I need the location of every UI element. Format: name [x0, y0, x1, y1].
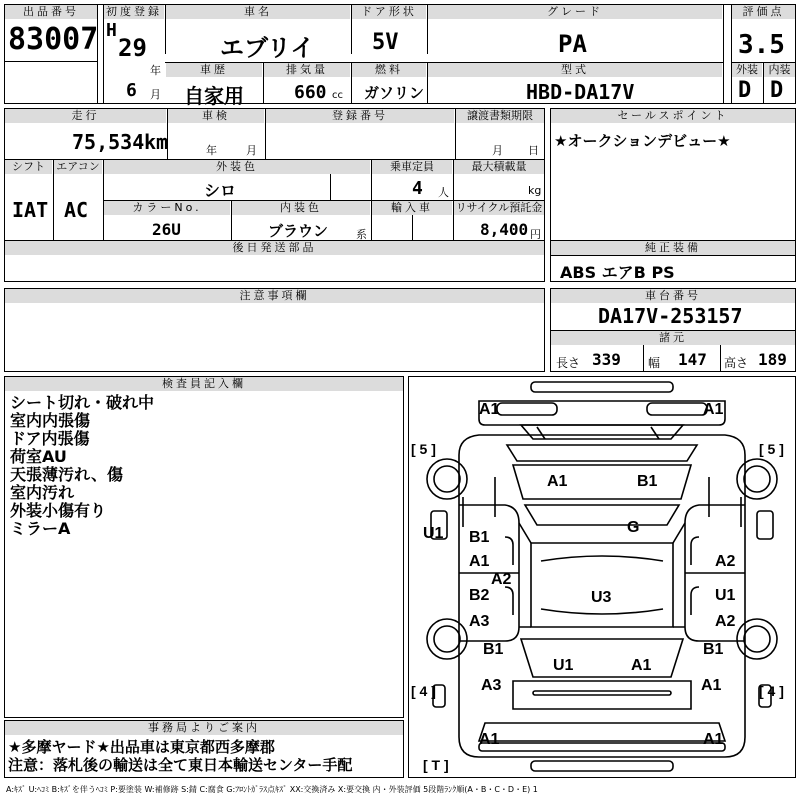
- transfer-month-unit: 月: [492, 144, 503, 157]
- height-label: 高さ: [724, 356, 749, 370]
- int-color-label: 内装色: [232, 201, 370, 215]
- mileage: 75,534: [72, 130, 145, 154]
- year-unit: 年: [150, 64, 161, 77]
- office-line: ★多摩ヤード★出品車は東京都西多摩郡: [8, 738, 275, 756]
- inspector-line: ドア内張傷: [10, 429, 90, 448]
- color-no-label: カラーNo.: [104, 201, 230, 215]
- damage-mark: B1: [483, 641, 504, 658]
- transfer-label: 譲渡書類期限: [456, 109, 544, 123]
- history-label: 車歴: [166, 63, 262, 77]
- damage-mark: A1: [701, 677, 722, 694]
- score: 3.5: [738, 30, 785, 60]
- damage-mark: U1: [423, 525, 444, 542]
- office-notes: [8, 738, 352, 774]
- notes-label: 注意事項欄: [5, 289, 544, 303]
- office-line: 注意：落札後の輸送は全て東日本輸送センター手配: [8, 756, 353, 774]
- bracket-mark: [ 5 ]: [411, 441, 436, 457]
- length: 339: [592, 350, 621, 369]
- inspector-line: ミラーA: [10, 519, 71, 538]
- damage-mark: A1: [703, 731, 724, 748]
- int-color-unit: 系: [356, 228, 367, 241]
- int-score: D: [770, 78, 784, 103]
- capacity: 4: [412, 178, 423, 199]
- damage-mark: B1: [637, 473, 658, 490]
- damage-mark: B2: [469, 587, 490, 604]
- car-name-label: 車名: [166, 5, 350, 19]
- sales-point: ★オークションデビュー★: [554, 132, 731, 150]
- lot-no: 83007: [8, 22, 99, 57]
- damage-mark: A1: [631, 657, 652, 674]
- recycle-unit: 円: [530, 228, 541, 241]
- damage-mark: A3: [469, 613, 490, 630]
- bracket-mark: [ 4 ]: [759, 683, 784, 699]
- displacement-label: 排気量: [264, 63, 350, 77]
- inspector-line: 外装小傷有り: [10, 501, 107, 520]
- capacity-unit: 人: [438, 186, 449, 199]
- regno-label: 登録番号: [266, 109, 454, 123]
- damage-mark: A2: [715, 613, 736, 630]
- ext-color: シロ: [204, 181, 237, 200]
- genuine: ABS エアB PS: [560, 263, 675, 282]
- inspection-year-unit: 年: [206, 144, 217, 157]
- year: 29: [118, 34, 147, 62]
- sales-point-label: セールスポイント: [551, 109, 795, 123]
- capacity-label: 乗車定員: [372, 160, 452, 174]
- damage-mark: A2: [715, 553, 736, 570]
- mileage-unit: km: [144, 130, 169, 154]
- length-label: 長さ: [556, 356, 581, 370]
- car-name: エブリイ: [220, 34, 315, 62]
- genuine-label: 純正装備: [551, 241, 795, 255]
- era: H: [106, 20, 117, 41]
- width: 147: [678, 350, 707, 369]
- spec-label: 諸元: [551, 331, 795, 345]
- inspector-line: 室内内張傷: [10, 411, 91, 430]
- model: HBD-DA17V: [526, 80, 635, 104]
- inspector-line: 室内汚れ: [10, 483, 75, 502]
- legend: A:ｷｽﾞ U:ﾍｺﾐ B:ｷｽﾞを伴うﾍｺﾐ P:要塗装 W:補修跡 S:錆 C:腐食 G:ﾌﾛﾝﾄｶﾞﾗｽ点ｷｽﾞ XX:交換済み X:要交換 内・外装評価 5段階ﾗﾝｸ順(A・B・C・D・E) 1: [6, 785, 538, 794]
- max-load-unit: kg: [528, 184, 542, 197]
- displacement: 660: [294, 82, 327, 103]
- ext-label: 外装: [732, 63, 762, 77]
- import-label: 輸入車: [372, 201, 452, 215]
- int-color: ブラウン: [268, 222, 329, 240]
- bracket-mark: [ 4 ]: [411, 683, 436, 699]
- damage-mark: U1: [715, 587, 736, 604]
- grade-label: グレード: [428, 5, 722, 19]
- transfer-day-unit: 日: [528, 144, 539, 157]
- office-label: 事務局よりご案内: [5, 721, 403, 735]
- inspector-line: シート切れ・破れ中: [10, 393, 155, 412]
- displacement-unit: cc: [332, 90, 343, 101]
- month-unit: 月: [150, 88, 161, 101]
- damage-mark: G: [627, 519, 640, 536]
- score-label: 評価点: [732, 5, 795, 19]
- max-load-label: 最大積載量: [454, 160, 544, 174]
- inspector-label: 検査員記入欄: [5, 377, 403, 391]
- damage-mark: A1: [479, 731, 500, 748]
- grade: PA: [558, 30, 587, 58]
- damage-mark: B1: [703, 641, 724, 658]
- door: 5V: [372, 30, 399, 55]
- width-label: 幅: [648, 356, 661, 370]
- door-label: ドア形状: [352, 5, 426, 19]
- inspector-line: 天張薄汚れ、傷: [10, 465, 123, 484]
- mileage-label: 走行: [5, 109, 166, 123]
- damage-mark: A1: [703, 401, 724, 418]
- damage-mark: B1: [469, 529, 490, 546]
- history: 自家用: [184, 84, 244, 108]
- inspection-month-unit: 月: [246, 144, 257, 157]
- shift-label: シフト: [5, 160, 52, 174]
- month: 6: [126, 80, 137, 101]
- chassis-label: 車台番号: [551, 289, 795, 303]
- damage-mark: U3: [591, 589, 612, 606]
- first-reg-label: 初度登録: [106, 5, 162, 18]
- car-diagram-svg: [409, 377, 795, 777]
- recycle-label: リサイクル預託金: [455, 201, 543, 214]
- shift: IAT: [12, 198, 49, 222]
- ext-color-label: 外装色: [104, 160, 370, 174]
- inspection-label: 車検: [168, 109, 264, 123]
- damage-mark: U1: [553, 657, 574, 674]
- ac-label: エアコン: [54, 160, 102, 174]
- int-label: 内装: [764, 63, 795, 77]
- later-parts-label: 後日発送部品: [5, 241, 544, 255]
- damage-mark: A1: [479, 401, 500, 418]
- fuel: ガソリン: [364, 84, 425, 102]
- fuel-label: 燃料: [352, 63, 426, 77]
- bracket-mark: [ 5 ]: [759, 441, 784, 457]
- bracket-mark: [ T ]: [423, 757, 449, 773]
- damage-mark: A1: [469, 553, 490, 570]
- damage-mark: A1: [547, 473, 568, 490]
- color-no: 26U: [152, 220, 181, 239]
- lot-no-label: 出品番号: [5, 5, 97, 19]
- damage-mark: A3: [481, 677, 502, 694]
- height: 189: [758, 350, 787, 369]
- model-label: 型式: [428, 63, 722, 77]
- ext-score: D: [738, 78, 752, 103]
- ac: AC: [64, 198, 89, 222]
- car-diagram: [408, 376, 796, 778]
- damage-mark: A2: [491, 571, 512, 588]
- inspector-line: 荷室AU: [10, 447, 67, 466]
- inspector-notes: [10, 394, 154, 538]
- recycle: 8,400: [480, 220, 529, 239]
- chassis: DA17V-253157: [598, 304, 743, 328]
